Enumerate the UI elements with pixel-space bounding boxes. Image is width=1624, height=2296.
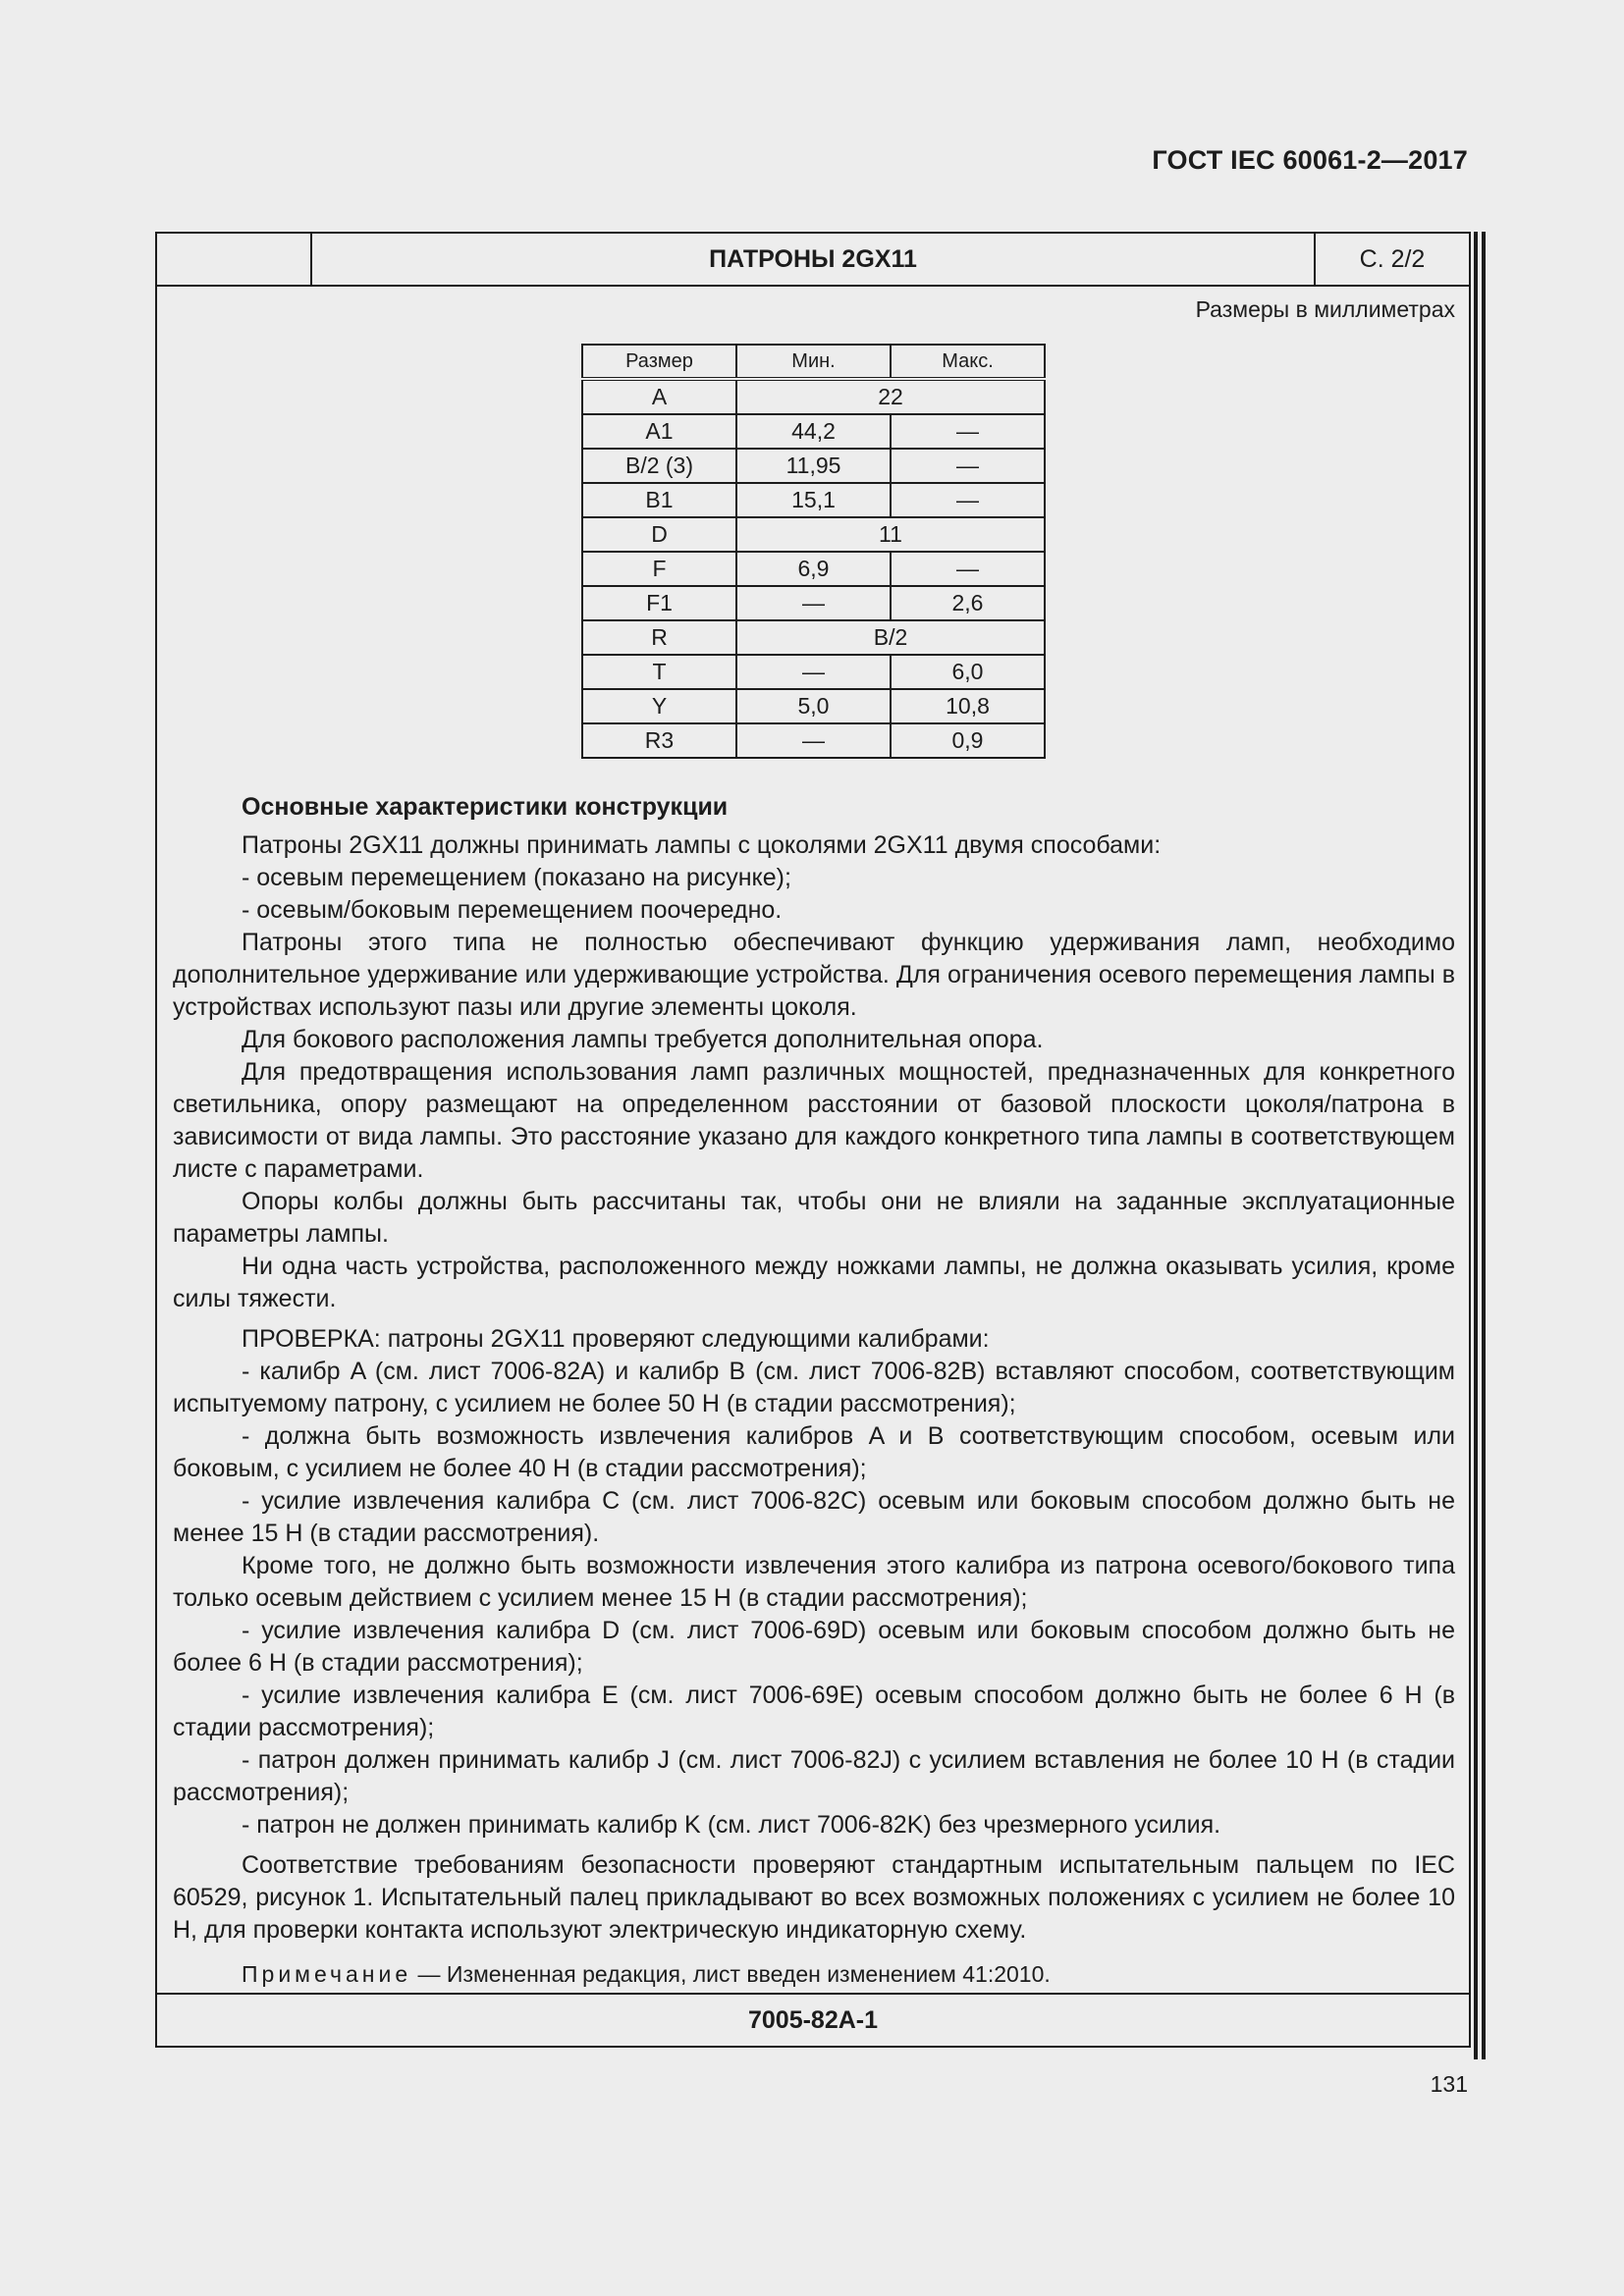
table-row: [582, 414, 1045, 449]
cell-size: A1: [582, 414, 736, 449]
cell-size: T: [582, 655, 736, 689]
cell-size: F: [582, 552, 736, 586]
sheet-title: ПАТРОНЫ 2GX11: [312, 234, 1316, 285]
note-label: Примечание: [242, 1961, 412, 1987]
cell-max: —: [891, 552, 1045, 586]
list-item: - осевым перемещением (показано на рисунке);: [242, 864, 791, 891]
cell-max: 2,6: [891, 586, 1045, 620]
cell-max: 6,0: [891, 655, 1045, 689]
note: [173, 1958, 1455, 1991]
list-item: - усилие извлечения калибра D (см. лист 7006-69D) осевым или боковым способом должно быть не более 6 Н (в стадии рассмотрения);: [173, 1617, 1455, 1677]
paragraph: Ни одна часть устройства, расположенного между ножками лампы, не должна оказывать усилия, кроме силы тяжести.: [173, 1253, 1455, 1312]
header-empty-cell: [157, 234, 312, 285]
table-row: [582, 586, 1045, 620]
document-code: ГОСТ IEC 60061-2—2017: [1152, 145, 1468, 175]
cell-size: R3: [582, 723, 736, 758]
table-row: [582, 552, 1045, 586]
list-item: - осевым/боковым перемещением поочередно.: [242, 896, 783, 924]
cell-size: A: [582, 379, 736, 414]
section-heading: Основные характеристики конструкции: [242, 793, 729, 821]
sheet-frame: [155, 232, 1471, 2048]
table-row: [582, 723, 1045, 758]
cell-merged: 11: [736, 517, 1045, 552]
cell-max: —: [891, 483, 1045, 517]
page-number: 131: [1430, 2071, 1468, 2097]
column-header: Размер: [582, 345, 736, 379]
cell-size: R: [582, 620, 736, 655]
table-row: [582, 620, 1045, 655]
paragraph: Кроме того, не должно быть возможности извлечения этого калибра из патрона осевого/бокового типа только осевым действием с усилием менее 15 Н (в стадии рассмотрения);: [173, 1552, 1455, 1612]
frame-edge-line: [1474, 232, 1478, 2059]
sheet-header: [157, 234, 1469, 287]
list-item: - усилие извлечения калибра E (см. лист 7006-69E) осевым способом должно быть не более 6 Н (в стадии рассмотрения);: [173, 1682, 1455, 1741]
cell-min: 15,1: [736, 483, 891, 517]
table-row: [582, 379, 1045, 414]
column-header: Мин.: [736, 345, 891, 379]
list-item: - калибр A (см. лист 7006-82A) и калибр B (см. лист 7006-82B) вставляют способом, соответствующим испытуемому патрону, с усилием не более 50 Н (в стадии рассмотрения);: [173, 1358, 1455, 1417]
sheet-footer: 7005-82A-1: [157, 1993, 1469, 2046]
cell-min: 6,9: [736, 552, 891, 586]
sheet-page: С. 2/2: [1359, 245, 1426, 273]
cell-size: B1: [582, 483, 736, 517]
frame-edge-line: [1482, 232, 1486, 2059]
list-item: - усилие извлечения калибра C (см. лист 7006-82C) осевым или боковым способом должно быть не менее 15 Н (в стадии рассмотрения).: [173, 1487, 1455, 1547]
cell-size: F1: [582, 586, 736, 620]
cell-max: —: [891, 449, 1045, 483]
paragraph: Патроны 2GX11 должны принимать лампы с цоколями 2GX11 двумя способами:: [242, 831, 1162, 859]
cell-size: Y: [582, 689, 736, 723]
body-text: [173, 791, 1455, 1991]
cell-min: —: [736, 586, 891, 620]
paragraph: Для бокового расположения лампы требуется дополнительная опора.: [242, 1026, 1044, 1053]
cell-min: 44,2: [736, 414, 891, 449]
paragraph: Соответствие требованиям безопасности проверяют стандартным испытательным пальцем по IEC 60529, рисунок 1. Испытательный палец прикладывают во всех возможных положениях с усилием не более 10 Н, для проверки контакта используют электрическую индикаторную схему.: [173, 1851, 1455, 1944]
table-row: [582, 517, 1045, 552]
note-text: — Измененная редакция, лист введен изменением 41:2010.: [411, 1961, 1051, 1987]
paragraph: Патроны этого типа не полностью обеспечивают функцию удерживания ламп, необходимо дополнительное удерживание или удерживающие устройства. Для ограничения осевого перемещения лампы в устройствах используют пазы или другие элементы цоколя.: [173, 929, 1455, 1021]
cell-min: —: [736, 655, 891, 689]
table-row: [582, 449, 1045, 483]
dimensions-table: [581, 344, 1046, 759]
paragraph: Для предотвращения использования ламп различных мощностей, предназначенных для конкретного светильника, опору размещают на определенном расстоянии от базовой плоскости цоколя/патрона в зависимости от вида лампы. Это расстояние указано для каждого конкретного типа лампы в соответствующем листе с параметрами.: [173, 1058, 1455, 1183]
cell-merged: B/2: [736, 620, 1045, 655]
cell-size: B/2 (3): [582, 449, 736, 483]
cell-min: —: [736, 723, 891, 758]
table-row: [582, 483, 1045, 517]
cell-max: 0,9: [891, 723, 1045, 758]
paragraph: ПРОВЕРКА: патроны 2GX11 проверяют следующими калибрами:: [242, 1325, 990, 1353]
list-item: - патрон не должен принимать калибр K (см. лист 7006-82K) без чрезмерного усилия.: [242, 1811, 1221, 1839]
cell-max: 10,8: [891, 689, 1045, 723]
cell-min: 5,0: [736, 689, 891, 723]
column-header: Макс.: [891, 345, 1045, 379]
cell-merged: 22: [736, 379, 1045, 414]
list-item: - патрон должен принимать калибр J (см. лист 7006-82J) с усилием вставления не более 10 Н (в стадии рассмотрения);: [173, 1746, 1455, 1806]
paragraph: Опоры колбы должны быть рассчитаны так, чтобы они не влияли на заданные эксплуатационные параметры лампы.: [173, 1188, 1455, 1248]
cell-size: D: [582, 517, 736, 552]
units-note: Размеры в миллиметрах: [1195, 296, 1455, 322]
table-row: [582, 655, 1045, 689]
table-row: [582, 689, 1045, 723]
cell-max: —: [891, 414, 1045, 449]
cell-min: 11,95: [736, 449, 891, 483]
table-header-row: [582, 345, 1045, 379]
list-item: - должна быть возможность извлечения калибров A и B соответствующим способом, осевым или боковым, с усилием не более 40 Н (в стадии рассмотрения);: [173, 1422, 1455, 1482]
